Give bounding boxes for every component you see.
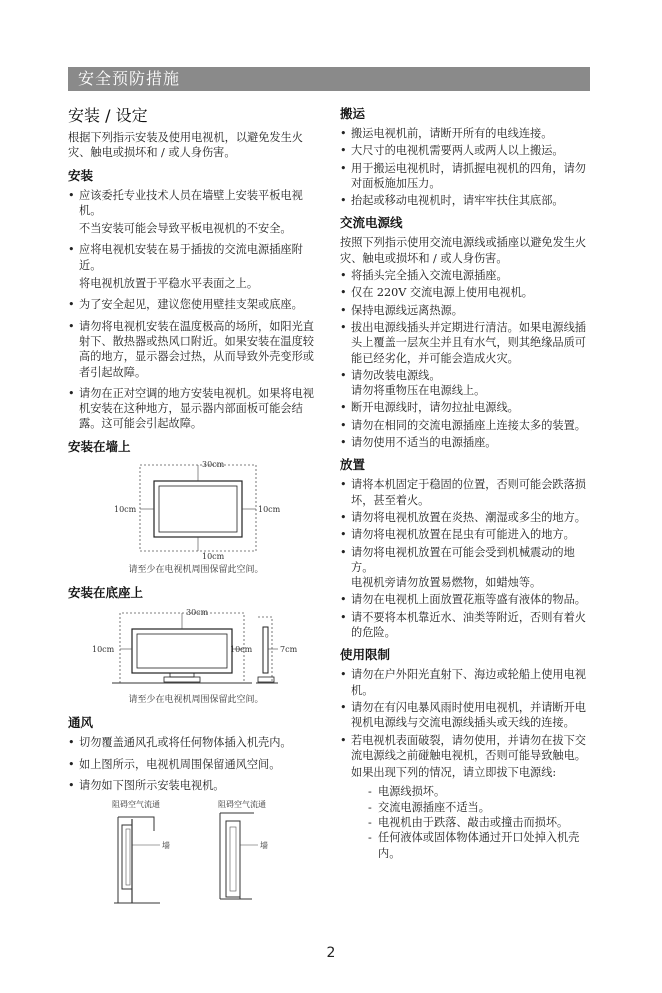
wall-left-label: 10cm (114, 504, 137, 514)
list-item: • 请勿如下图所示安装电视机。 (68, 778, 324, 793)
install-list (68, 188, 324, 432)
list-item: • 请勿将电视机安装在温度极高的场所，如阳光直射下、散热器或热风口附近。如果安装在温度较高的地方，显示器会过热，从而导致外壳变形或者引起故障。 (68, 319, 324, 380)
improper-install-diagram (68, 799, 324, 907)
note: 请勿将重物压在电源线上。 (351, 384, 486, 398)
blocked-airflow-label-1: 阻碍空气流通 (112, 800, 160, 810)
wall-label-2: 墙 (260, 841, 268, 851)
list-item: - 电视机由于跌落、敲击或撞击而损坏。 (368, 815, 592, 830)
blocked-airflow-label-2: 阻碍空气流通 (218, 800, 266, 810)
stand-left-label: 10cm (92, 645, 115, 655)
power-list (340, 268, 592, 450)
list-item: • 如上图所示，电视机周围保留通风空间。 (68, 757, 324, 772)
list-item: • 为了安全起见，建议您使用壁挂支架或底座。 (68, 297, 324, 312)
ventilation-heading: 通风 (68, 715, 94, 731)
list-item: • 请将本机固定于稳固的位置，否则可能会跌落损坏，甚至着火。 (340, 477, 592, 508)
list-item: • 请勿在电视机上面放置花瓶等盛有液体的物品。 (340, 592, 592, 607)
list-item: • 请勿在相同的交流电源插座上连接太多的装置。 (340, 418, 592, 433)
note: 将电视机放置于平稳水平表面之上。 (79, 277, 259, 291)
stand-diagram-svg (68, 605, 324, 693)
list-item: • 应将电视机安装在易于插拔的交流电源插座附近。 将电视机放置于平稳水平表面之上。 (68, 242, 324, 291)
wall-bottom-label: 10cm (202, 551, 225, 561)
list-item: • 请勿在有闪电暴风雨时使用电视机，并请断开电视机电源线与交流电源线插头或天线的连接。 (340, 700, 592, 731)
wall-diagram-svg (68, 459, 324, 563)
wall-mount-heading: 安装在墙上 (68, 438, 131, 454)
stand-top-label: 30cm (186, 608, 209, 618)
wall-clearance-diagram (68, 459, 324, 578)
usage-limits-heading: 使用限制 (340, 647, 391, 663)
install-heading: 安装 (68, 167, 94, 183)
install-intro: 根据下列指示安装及使用电视机，以避免发生火灾、触电或损坏和 / 或人身伤害。 (68, 131, 303, 160)
install-setup-title: 安装 / 设定 (68, 106, 148, 125)
list-item: • 请勿在户外阳光直射下、海边或轮船上使用电视机。 (340, 667, 592, 698)
power-intro: 按照下列指示使用交流电源线或插座以避免发生火灾、触电或损坏和 / 或人身伤害。 (340, 236, 587, 265)
list-item: • 请勿将电视机放置在昆虫有可能进入的地方。 (340, 527, 592, 542)
wall-label-1: 墙 (162, 841, 170, 851)
list-item: • 若电视机表面破裂，请勿使用，并请勿在拔下交流电源线之前碰触电视机，否则可能导致触电。 (340, 733, 592, 764)
list-item: • 拔出电源线插头并定期进行清洁。如果电源线插头上覆盖一层灰尘并且有水气，则其绝缘品质可能已经劣化，并可能会造成火灾。 (340, 320, 592, 366)
improper-diagram-svg (68, 799, 324, 907)
stand-clearance-diagram (68, 605, 324, 708)
stand-side-label: 7cm (280, 645, 298, 655)
list-item: • 请勿改装电源线。 请勿将重物压在电源线上。 (340, 368, 592, 399)
note: 不当安装可能会导致平板电视机的不安全。 (79, 222, 292, 236)
right-column (340, 105, 592, 861)
ventilation-list (68, 735, 324, 793)
power-cord-heading: 交流电源线 (340, 215, 403, 231)
unplug-conditions-list (340, 784, 592, 860)
list-item: - 电源线损坏。 (368, 784, 592, 799)
stand-mount-heading: 安装在底座上 (68, 585, 144, 601)
list-item: • 搬运电视机前，请断开所有的电线连接。 (340, 126, 592, 141)
section-banner: 安全预防措施 (68, 67, 590, 91)
placement-heading: 放置 (340, 457, 366, 473)
usage-list (340, 667, 592, 763)
page-number: 2 (326, 945, 336, 961)
wall-right-label: 10cm (258, 504, 281, 514)
list-item: • 将插头完全插入交流电源插座。 (340, 268, 592, 283)
list-item: • 大尺寸的电视机需要两人或两人以上搬运。 (340, 143, 592, 158)
list-item: • 抬起或移动电视机时，请牢牢扶住其底部。 (340, 193, 592, 208)
note: 电视机旁请勿放置易燃物，如蜡烛等。 (351, 576, 542, 590)
list-item: • 切勿覆盖通风孔或将任何物体插入机壳内。 (68, 735, 324, 750)
list-item: • 保持电源线远离热源。 (340, 303, 592, 318)
list-item: • 请勿在正对空调的地方安装电视机。如果将电视机安装在这种地方，显示器内部面板可能会结露。这可能会引起故障。 (68, 386, 324, 432)
wall-top-label: 30cm (202, 459, 225, 469)
list-item: • 应该委托专业技术人员在墙壁上安装平板电视机。 不当安装可能会导致平板电视机的不安全。 (68, 188, 324, 237)
transport-heading: 搬运 (340, 106, 366, 121)
list-item: • 仅在 220V 交流电源上使用电视机。 (340, 285, 592, 300)
list-item: - 交流电源插座不适当。 (368, 800, 592, 815)
list-item: • 断开电源线时，请勿拉扯电源线。 (340, 400, 592, 415)
list-item: • 用于搬运电视机时，请抓握电视机的四角，请勿对面板施加压力。 (340, 161, 592, 192)
list-item: • 请勿使用不适当的电源插座。 (340, 435, 592, 450)
stand-right-label: 10cm (230, 645, 253, 655)
transport-list (340, 126, 592, 208)
stand-caption: 请至少在电视机周围保留此空间。 (128, 695, 264, 706)
list-item: • 请勿将电视机放置在炎热、潮湿或多尘的地方。 (340, 510, 592, 525)
placement-list (340, 477, 592, 640)
unplug-note: 如果出现下列的情况，请立即拔下电源线: (351, 766, 557, 780)
list-item: • 请不要将本机靠近水、油类等附近，否则有着火的危险。 (340, 610, 592, 641)
list-item: • 请勿将电视机放置在可能会受到机械震动的地方。 电视机旁请勿放置易燃物，如蜡烛等。 (340, 545, 592, 591)
wall-caption: 请至少在电视机周围保留此空间。 (128, 564, 264, 575)
left-column (68, 105, 324, 909)
list-item: - 任何液体或固体物体通过开口处掉入机壳内。 (368, 830, 592, 861)
